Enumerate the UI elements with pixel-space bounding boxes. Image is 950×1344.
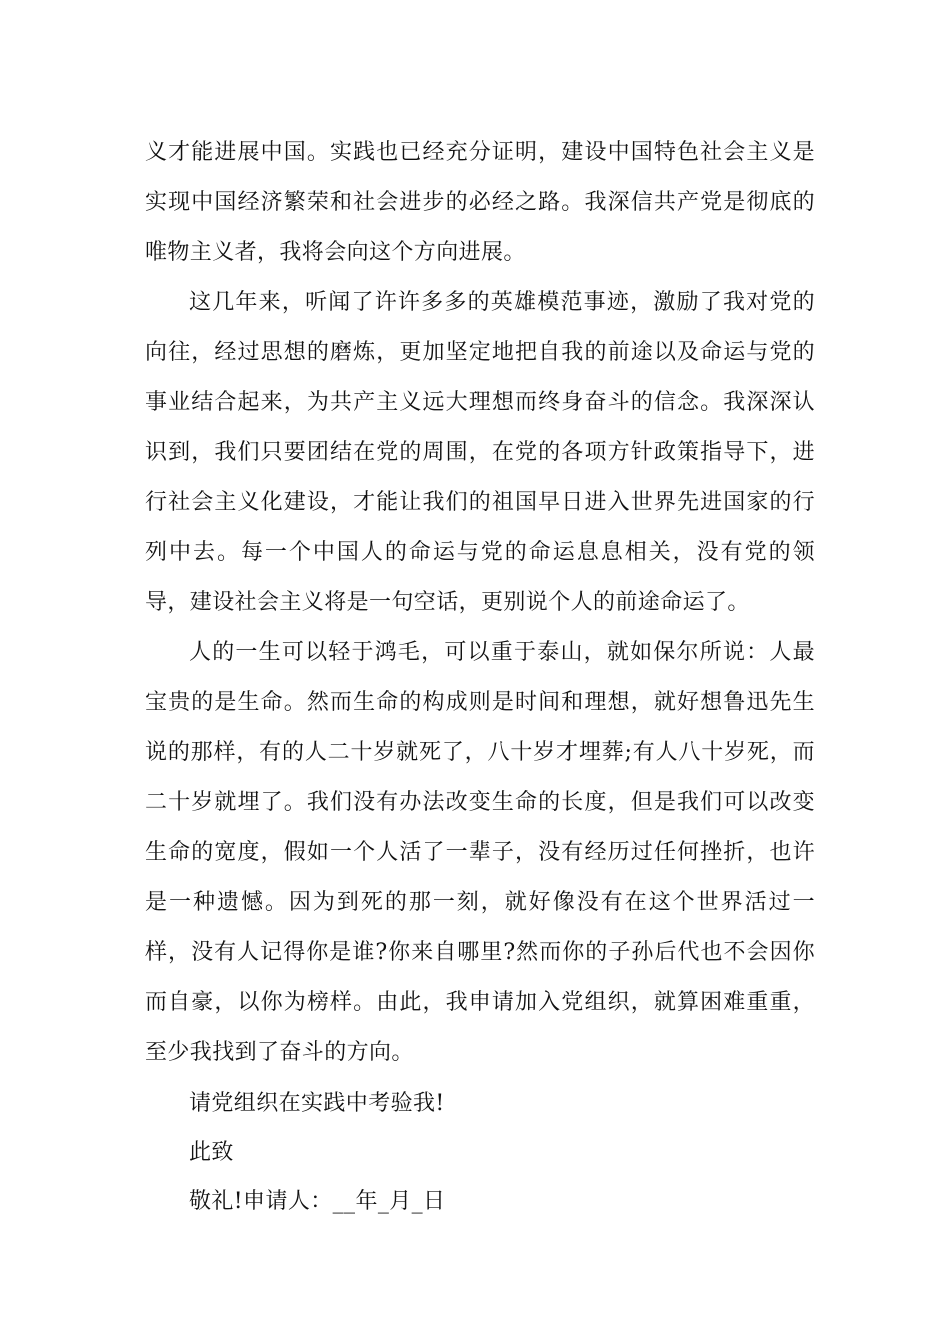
paragraph-life-meaning: 人的一生可以轻于鸿毛，可以重于泰山，就如保尔所说：人最宝贵的是生命。然而生命的构成则是时间和理想，就好想鲁迅先生说的那样，有的人二十岁就死了，八十岁才埋葬;有人八十岁死，而二十岁就埋了。我们没有办法改变生命的长度，但是我们可以改变生命的宽度，假如一个人活了一辈子，没有经历过任何挫折，也许是一种遗憾。因为到死的那一刻，就好像没有在这个世界活过一样，没有人记得你是谁?你来自哪里?然而你的子孙后代也不会因你而自豪，以你为榜样。由此，我申请加入党组织，就算困难重重，至少我找到了奋斗的方向。 bbox=[145, 640, 815, 1065]
closing-request: 请党组织在实践中考验我! bbox=[189, 1091, 445, 1116]
paragraph-continuation: 义才能进展中国。实践也已经充分证明，建设中国特色社会主义是实现中国经济繁荣和社会进步的必经之路。我深信共产党是彻底的唯物主义者，我将会向这个方向进展。 bbox=[145, 140, 815, 265]
paragraph-hero-inspiration: 这几年来，听闻了许许多多的英雄模范事迹，激励了我对党的向往，经过思想的磨炼，更加坚定地把自我的前途以及命运与党的事业结合起来，为共产主义远大理想而终身奋斗的信念。我深深认识到，我们只要团结在党的周围，在党的各项方针政策指导下，进行社会主义化建设，才能让我们的祖国早日进入世界先进国家的行列中去。每一个中国人的命运与党的命运息息相关，没有党的领导，建设社会主义将是一句空话，更别说个人的前途命运了。 bbox=[145, 290, 815, 615]
closing-signature: 敬礼!申请人：__年_月_日 bbox=[189, 1189, 446, 1214]
document-body bbox=[145, 128, 815, 1078]
closing-salutation: 此致 bbox=[189, 1140, 234, 1165]
